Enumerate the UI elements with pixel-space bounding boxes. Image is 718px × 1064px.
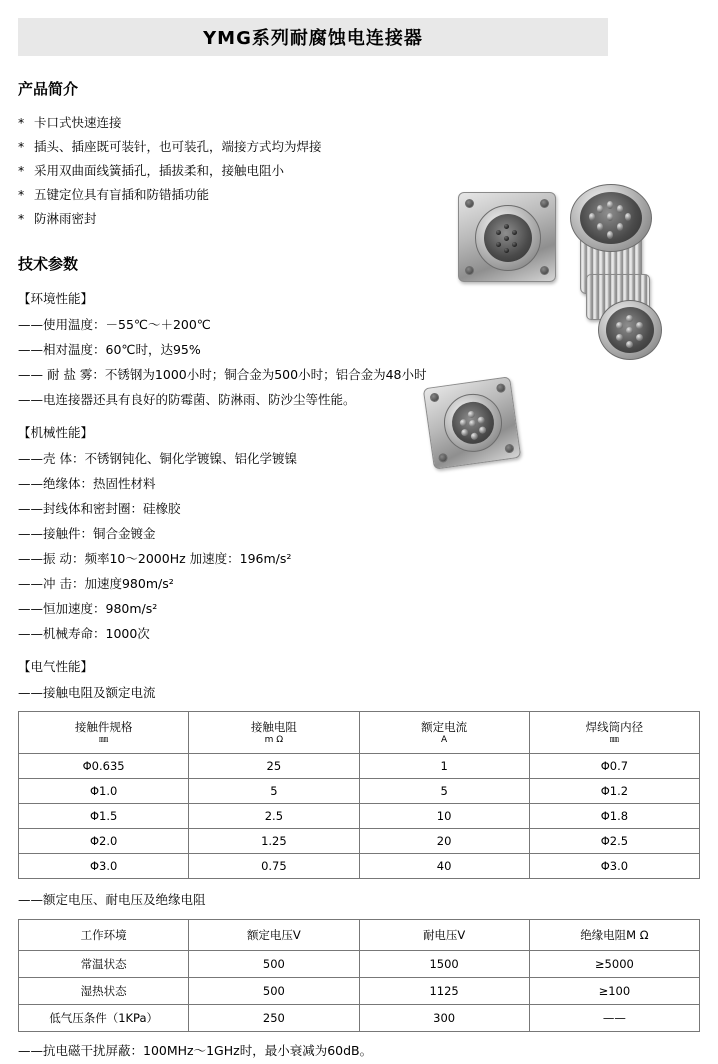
contact-pin bbox=[597, 223, 603, 231]
table-cell: Φ1.0 bbox=[19, 779, 189, 804]
bullet-marker: * bbox=[18, 115, 25, 130]
group-title-environment: 【环境性能】 bbox=[18, 291, 94, 306]
contact-pin bbox=[589, 213, 595, 221]
mounting-hole-icon bbox=[438, 453, 448, 463]
group-title-electrical: 【电气性能】 bbox=[18, 659, 94, 674]
table-cell: 5 bbox=[189, 779, 359, 804]
table-header-cell bbox=[359, 712, 529, 754]
bullet-marker: * bbox=[18, 187, 25, 202]
connector-photo-square-receptacle-small bbox=[423, 376, 522, 469]
table-cell: Φ2.0 bbox=[19, 829, 189, 854]
page bbox=[0, 18, 718, 1058]
param-line: ——接触件：铜合金镀金 bbox=[18, 526, 156, 541]
contact-pin bbox=[626, 315, 633, 322]
table-cell: Φ1.5 bbox=[19, 804, 189, 829]
page-title-bar bbox=[18, 18, 608, 56]
product-photo-group bbox=[400, 174, 710, 394]
param-line: ——接触电阻及额定电流 bbox=[18, 685, 156, 700]
table-cell: 常温状态 bbox=[19, 951, 189, 978]
param-line: ——机械寿命：1000次 bbox=[18, 626, 150, 641]
mounting-hole-icon bbox=[504, 443, 514, 453]
bullet-marker: * bbox=[18, 139, 25, 154]
contact-pin bbox=[512, 230, 517, 235]
mounting-hole-icon bbox=[465, 266, 474, 275]
contact-pin bbox=[504, 236, 509, 241]
table-header-cell: 耐电压V bbox=[359, 920, 529, 951]
table-header-cell: 额定电压V bbox=[189, 920, 359, 951]
contact-pin bbox=[597, 205, 603, 213]
header-name: 焊线筒内径 bbox=[585, 720, 644, 734]
table-cell: Φ3.0 bbox=[19, 854, 189, 879]
table-cell: ≥5000 bbox=[529, 951, 699, 978]
table-row bbox=[19, 804, 700, 829]
param-line: ——振 动：频率10～2000Hz 加速度：196m/s² bbox=[18, 551, 292, 566]
table-cell: 500 bbox=[189, 951, 359, 978]
bullet-marker: * bbox=[18, 211, 25, 226]
contact-pin bbox=[617, 205, 623, 213]
table-cell: Φ1.8 bbox=[529, 804, 699, 829]
contact-pin bbox=[636, 322, 643, 329]
table-row bbox=[19, 978, 700, 1005]
contact-resistance-table bbox=[18, 711, 700, 879]
contact-pin bbox=[607, 201, 613, 209]
contact-pin bbox=[616, 322, 623, 329]
list-item bbox=[18, 159, 378, 183]
table-cell: ≥100 bbox=[529, 978, 699, 1005]
table-row bbox=[19, 854, 700, 879]
table-cell: 20 bbox=[359, 829, 529, 854]
table-header-cell bbox=[189, 712, 359, 754]
group-title-mechanical: 【机械性能】 bbox=[18, 425, 94, 440]
table-row bbox=[19, 754, 700, 779]
connector-face bbox=[598, 300, 662, 360]
contact-pin bbox=[625, 213, 631, 221]
mounting-hole-icon bbox=[540, 199, 549, 208]
table-cell: Φ3.0 bbox=[529, 854, 699, 879]
table-cell: Φ0.7 bbox=[529, 754, 699, 779]
table-row bbox=[19, 951, 700, 978]
table-row bbox=[19, 1005, 700, 1032]
mounting-hole-icon bbox=[496, 383, 506, 393]
table-cell: 5 bbox=[359, 779, 529, 804]
param-line: ——冲 击：加速度980m/s² bbox=[18, 576, 174, 591]
bullet-marker: * bbox=[18, 163, 25, 178]
tech-heading: 技术参数 bbox=[18, 255, 79, 273]
list-item-text: 采用双曲面线簧插孔，插拔柔和，接触电阻小 bbox=[34, 163, 285, 178]
list-item bbox=[18, 111, 378, 135]
mounting-hole-icon bbox=[465, 199, 474, 208]
connector-face bbox=[570, 184, 652, 252]
table-cell: 低气压条件（1KPa） bbox=[19, 1005, 189, 1032]
table-cell: 湿热状态 bbox=[19, 978, 189, 1005]
header-name: 额定电流 bbox=[421, 720, 468, 734]
table-cell: 10 bbox=[359, 804, 529, 829]
table-cell: Φ0.635 bbox=[19, 754, 189, 779]
table-row bbox=[19, 779, 700, 804]
header-unit: m Ω bbox=[264, 735, 284, 745]
table-header-cell bbox=[529, 712, 699, 754]
param-line: ——电连接器还具有良好的防霉菌、防淋雨、防沙尘等性能。 bbox=[18, 392, 356, 407]
param-line: ——使用温度：－55℃～＋200℃ bbox=[18, 317, 211, 332]
header-name: 接触件规格 bbox=[74, 720, 133, 734]
header-unit: ㎜ bbox=[609, 735, 619, 745]
list-item-text: 卡口式快速连接 bbox=[34, 115, 122, 130]
header-unit: ㎜ bbox=[99, 735, 109, 745]
table-cell: Φ1.2 bbox=[529, 779, 699, 804]
param-line: ——绝缘体：热固性材料 bbox=[18, 476, 156, 491]
intro-bullet-list bbox=[18, 111, 378, 231]
list-item-text: 插头、插座既可装针，也可装孔，端接方式均为焊接 bbox=[34, 139, 322, 154]
table-cell: 2.5 bbox=[189, 804, 359, 829]
contact-pin bbox=[512, 242, 517, 247]
voltage-table-caption: ——额定电压、耐电压及绝缘电阻 bbox=[18, 892, 206, 907]
contact-pin bbox=[616, 334, 623, 341]
contact-pin bbox=[636, 334, 643, 341]
connector-face bbox=[440, 390, 506, 456]
table-cell: 500 bbox=[189, 978, 359, 1005]
connector-photo-plug-small bbox=[578, 266, 668, 366]
list-item-text: 防淋雨密封 bbox=[34, 211, 97, 226]
contact-pin bbox=[607, 213, 613, 221]
contact-pin bbox=[496, 230, 501, 235]
contact-pin bbox=[504, 224, 509, 229]
mounting-hole-icon bbox=[540, 266, 549, 275]
voltage-resistance-table bbox=[18, 919, 700, 1032]
list-item bbox=[18, 183, 378, 207]
list-item bbox=[18, 207, 378, 231]
table-cell: 0.75 bbox=[189, 854, 359, 879]
param-line: —— 耐 盐 雾：不锈钢为1000小时；铜合金为500小时；铝合金为48小时 bbox=[18, 367, 427, 382]
table-row bbox=[19, 829, 700, 854]
contact-pin bbox=[607, 231, 613, 239]
table-cell: —— bbox=[529, 1005, 699, 1032]
mounting-hole-icon bbox=[429, 392, 439, 402]
intro-heading: 产品简介 bbox=[18, 80, 79, 98]
contact-pin bbox=[504, 248, 509, 253]
table-cell: Φ2.5 bbox=[529, 829, 699, 854]
param-line: ——恒加速度：980m/s² bbox=[18, 601, 158, 616]
header-name: 接触电阻 bbox=[250, 720, 297, 734]
list-item-text: 五键定位具有盲插和防错插功能 bbox=[34, 187, 210, 202]
contact-pin bbox=[626, 341, 633, 348]
connector-face bbox=[475, 205, 541, 271]
table-cell: 25 bbox=[189, 754, 359, 779]
page-content bbox=[0, 78, 718, 1064]
table-cell: 300 bbox=[359, 1005, 529, 1032]
table-cell: 40 bbox=[359, 854, 529, 879]
list-item bbox=[18, 135, 378, 159]
connector-photo-square-receptacle bbox=[458, 192, 556, 282]
table-header-cell bbox=[19, 712, 189, 754]
table-cell: 250 bbox=[189, 1005, 359, 1032]
page-title: YMG系列耐腐蚀电连接器 bbox=[203, 28, 423, 49]
table-header-cell: 绝缘电阻M Ω bbox=[529, 920, 699, 951]
emi-shielding-note: ——抗电磁干扰屏蔽：100MHz～1GHz时，最小衰减为60dB。 bbox=[18, 1043, 373, 1058]
header-unit: A bbox=[441, 735, 448, 745]
contact-pin bbox=[617, 223, 623, 231]
param-line: ——相对温度：60℃时，达95% bbox=[18, 342, 201, 357]
contact-pin bbox=[626, 327, 633, 334]
table-cell: 1500 bbox=[359, 951, 529, 978]
table-cell: 1 bbox=[359, 754, 529, 779]
table-cell: 1.25 bbox=[189, 829, 359, 854]
param-line: ——壳 体：不锈钢钝化、铜化学镀镍、铝化学镀镍 bbox=[18, 451, 297, 466]
table-header-row bbox=[19, 712, 700, 754]
param-line: ——封线体和密封圈：硅橡胶 bbox=[18, 501, 181, 516]
table-header-cell: 工作环境 bbox=[19, 920, 189, 951]
table-cell: 1125 bbox=[359, 978, 529, 1005]
table-header-row bbox=[19, 920, 700, 951]
contact-pin bbox=[496, 242, 501, 247]
